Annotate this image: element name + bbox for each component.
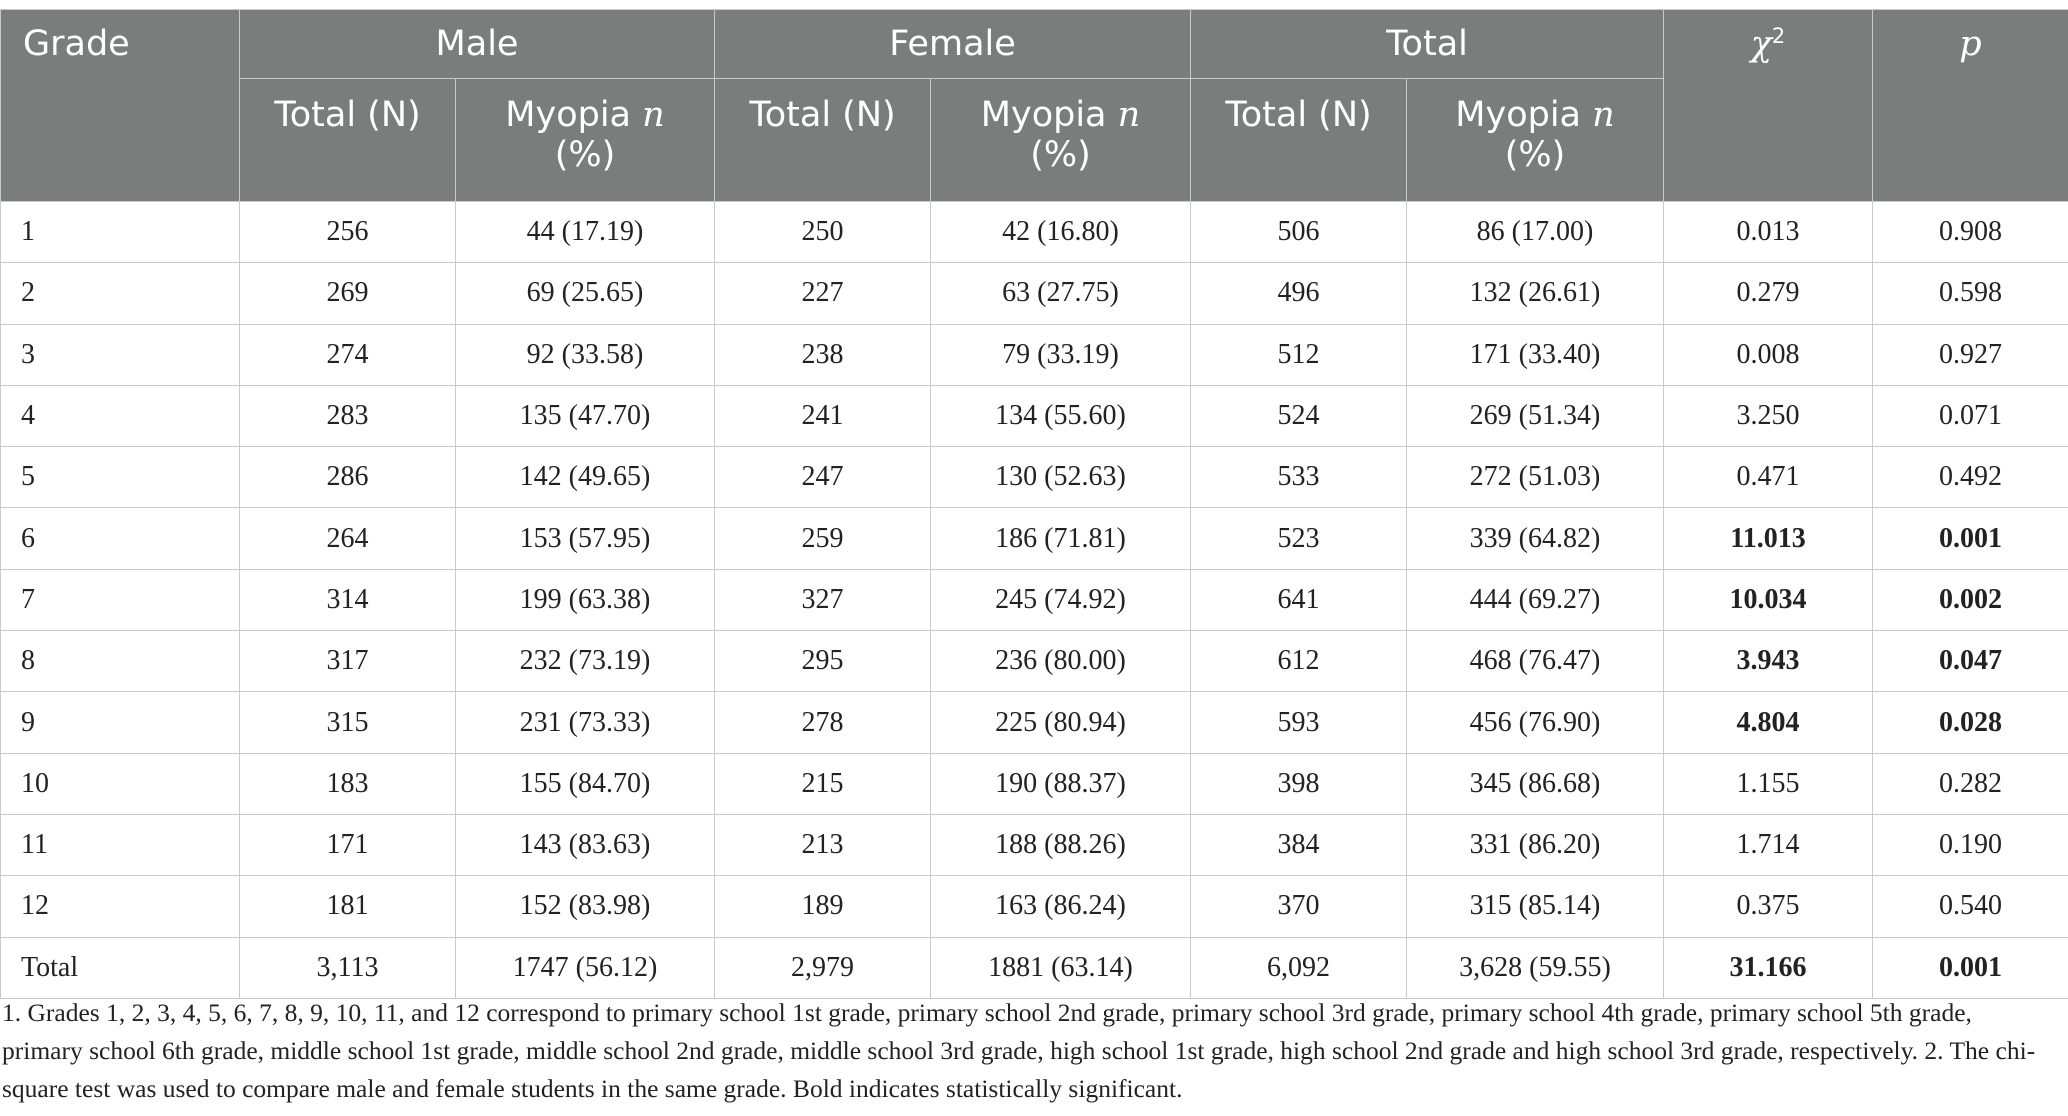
table-row [1,631,2068,692]
cell-total-myopia: 171 (33.40) [1407,324,1664,385]
cell-chi2: 11.013 [1664,508,1873,569]
cell-total-myopia: 444 (69.27) [1407,569,1664,630]
cell-male-n: 286 [240,447,456,508]
cell-male-myopia: 1747 (56.12) [456,937,715,998]
table-row [1,508,2068,569]
cell-p: 0.492 [1873,447,2068,508]
table-row [1,937,2068,998]
cell-male-myopia: 153 (57.95) [456,508,715,569]
cell-male-n: 181 [240,876,456,937]
header-male: Male [240,10,715,79]
cell-chi2: 0.375 [1664,876,1873,937]
table-row [1,876,2068,937]
cell-total-myopia: 339 (64.82) [1407,508,1664,569]
cell-p: 0.071 [1873,385,2068,446]
cell-grade: 6 [1,508,240,569]
header-male-myopia: Myopia n (%) [456,79,715,202]
cell-chi2: 4.804 [1664,692,1873,753]
cell-total-n: 641 [1191,569,1407,630]
cell-chi2: 0.008 [1664,324,1873,385]
cell-male-myopia: 142 (49.65) [456,447,715,508]
cell-male-myopia: 231 (73.33) [456,692,715,753]
table-container [0,9,2068,999]
cell-chi2: 31.166 [1664,937,1873,998]
cell-female-myopia: 245 (74.92) [931,569,1191,630]
cell-female-myopia: 186 (71.81) [931,508,1191,569]
cell-total-n: 523 [1191,508,1407,569]
cell-male-n: 317 [240,631,456,692]
cell-female-n: 259 [715,508,931,569]
table-row [1,692,2068,753]
table-row [1,202,2068,263]
cell-total-myopia: 345 (86.68) [1407,753,1664,814]
cell-total-n: 506 [1191,202,1407,263]
myopia-table [0,9,2068,999]
cell-male-n: 183 [240,753,456,814]
cell-female-n: 241 [715,385,931,446]
cell-female-myopia: 188 (88.26) [931,814,1191,875]
cell-p: 0.282 [1873,753,2068,814]
cell-female-myopia: 190 (88.37) [931,753,1191,814]
cell-total-myopia: 132 (26.61) [1407,263,1664,324]
cell-male-n: 269 [240,263,456,324]
cell-chi2: 0.471 [1664,447,1873,508]
cell-male-myopia: 44 (17.19) [456,202,715,263]
cell-female-myopia: 134 (55.60) [931,385,1191,446]
cell-p: 0.598 [1873,263,2068,324]
cell-grade: 8 [1,631,240,692]
cell-female-n: 213 [715,814,931,875]
cell-female-n: 327 [715,569,931,630]
table-row [1,324,2068,385]
cell-female-n: 2,979 [715,937,931,998]
header-chi-square [1664,10,1873,202]
header-p [1873,10,2068,202]
cell-total-n: 384 [1191,814,1407,875]
cell-grade: 9 [1,692,240,753]
cell-chi2: 10.034 [1664,569,1873,630]
cell-male-n: 274 [240,324,456,385]
cell-male-n: 3,113 [240,937,456,998]
cell-total-myopia: 456 (76.90) [1407,692,1664,753]
cell-total-n: 512 [1191,324,1407,385]
cell-total-n: 533 [1191,447,1407,508]
cell-total-n: 612 [1191,631,1407,692]
cell-grade: 4 [1,385,240,446]
cell-p: 0.047 [1873,631,2068,692]
cell-total-n: 593 [1191,692,1407,753]
header-grade: Grade [1,10,240,202]
chi-superscript: 2 [1771,24,1786,48]
cell-female-n: 295 [715,631,931,692]
cell-male-myopia: 199 (63.38) [456,569,715,630]
chi-symbol: χ [1750,24,1772,65]
cell-chi2: 3.943 [1664,631,1873,692]
cell-total-myopia: 86 (17.00) [1407,202,1664,263]
cell-male-n: 256 [240,202,456,263]
cell-total-myopia: 3,628 (59.55) [1407,937,1664,998]
cell-p: 0.001 [1873,937,2068,998]
cell-male-n: 264 [240,508,456,569]
cell-grade: 2 [1,263,240,324]
header-male-total-n: Total (N) [240,79,456,202]
header-female-total-n: Total (N) [715,79,931,202]
cell-total-myopia: 272 (51.03) [1407,447,1664,508]
cell-female-n: 250 [715,202,931,263]
cell-p: 0.002 [1873,569,2068,630]
cell-p: 0.028 [1873,692,2068,753]
cell-male-myopia: 92 (33.58) [456,324,715,385]
cell-male-n: 314 [240,569,456,630]
cell-female-myopia: 163 (86.24) [931,876,1191,937]
table-header [1,10,2068,202]
cell-female-myopia: 79 (33.19) [931,324,1191,385]
cell-male-myopia: 69 (25.65) [456,263,715,324]
cell-female-myopia: 1881 (63.14) [931,937,1191,998]
cell-male-n: 315 [240,692,456,753]
cell-male-myopia: 135 (47.70) [456,385,715,446]
table-row [1,385,2068,446]
cell-total-n: 6,092 [1191,937,1407,998]
table-footnote: 1. Grades 1, 2, 3, 4, 5, 6, 7, 8, 9, 10, 11, and 12 correspond to primary school 1st grade, primary school 2nd grade, primary school 3rd grade, primary school 4th grade, primary school 5th grade, primary school 6th grade, middle school 1st grade, middle school 2nd grade, middle school 3rd grade, high school 1st grade, high school 2nd grade and high school 3rd grade, respectively. 2. The chi-square test was used to compare male and female students in the same grade. Bold indicates statistically significant. [2,998,2036,1103]
cell-total-myopia: 331 (86.20) [1407,814,1664,875]
cell-male-myopia: 232 (73.19) [456,631,715,692]
cell-grade: 1 [1,202,240,263]
cell-male-myopia: 155 (84.70) [456,753,715,814]
cell-female-n: 238 [715,324,931,385]
header-female-myopia: Myopia n (%) [931,79,1191,202]
p-symbol: p [1959,24,1982,64]
cell-total-myopia: 269 (51.34) [1407,385,1664,446]
cell-chi2: 3.250 [1664,385,1873,446]
cell-male-myopia: 152 (83.98) [456,876,715,937]
header-total-myopia: Myopia n (%) [1407,79,1664,202]
cell-grade: 11 [1,814,240,875]
cell-p: 0.927 [1873,324,2068,385]
table-row [1,447,2068,508]
cell-total-myopia: 468 (76.47) [1407,631,1664,692]
cell-p: 0.908 [1873,202,2068,263]
cell-female-n: 247 [715,447,931,508]
cell-male-myopia: 143 (83.63) [456,814,715,875]
cell-male-n: 171 [240,814,456,875]
table-row [1,814,2068,875]
header-total-total-n: Total (N) [1191,79,1407,202]
cell-p: 0.001 [1873,508,2068,569]
cell-female-myopia: 236 (80.00) [931,631,1191,692]
cell-total-n: 524 [1191,385,1407,446]
cell-female-n: 278 [715,692,931,753]
cell-p: 0.190 [1873,814,2068,875]
cell-female-n: 227 [715,263,931,324]
table-body [1,202,2068,999]
cell-chi2: 1.714 [1664,814,1873,875]
cell-grade: Total [1,937,240,998]
cell-total-myopia: 315 (85.14) [1407,876,1664,937]
cell-grade: 3 [1,324,240,385]
cell-chi2: 1.155 [1664,753,1873,814]
cell-grade: 5 [1,447,240,508]
cell-total-n: 370 [1191,876,1407,937]
cell-total-n: 398 [1191,753,1407,814]
cell-female-myopia: 130 (52.63) [931,447,1191,508]
cell-female-myopia: 63 (27.75) [931,263,1191,324]
cell-grade: 10 [1,753,240,814]
cell-female-n: 189 [715,876,931,937]
cell-grade: 12 [1,876,240,937]
header-total: Total [1191,10,1664,79]
cell-total-n: 496 [1191,263,1407,324]
cell-chi2: 0.279 [1664,263,1873,324]
cell-female-n: 215 [715,753,931,814]
cell-female-myopia: 42 (16.80) [931,202,1191,263]
cell-chi2: 0.013 [1664,202,1873,263]
header-female: Female [715,10,1191,79]
table-row [1,569,2068,630]
cell-male-n: 283 [240,385,456,446]
cell-grade: 7 [1,569,240,630]
table-row [1,263,2068,324]
cell-female-myopia: 225 (80.94) [931,692,1191,753]
cell-p: 0.540 [1873,876,2068,937]
table-row [1,753,2068,814]
